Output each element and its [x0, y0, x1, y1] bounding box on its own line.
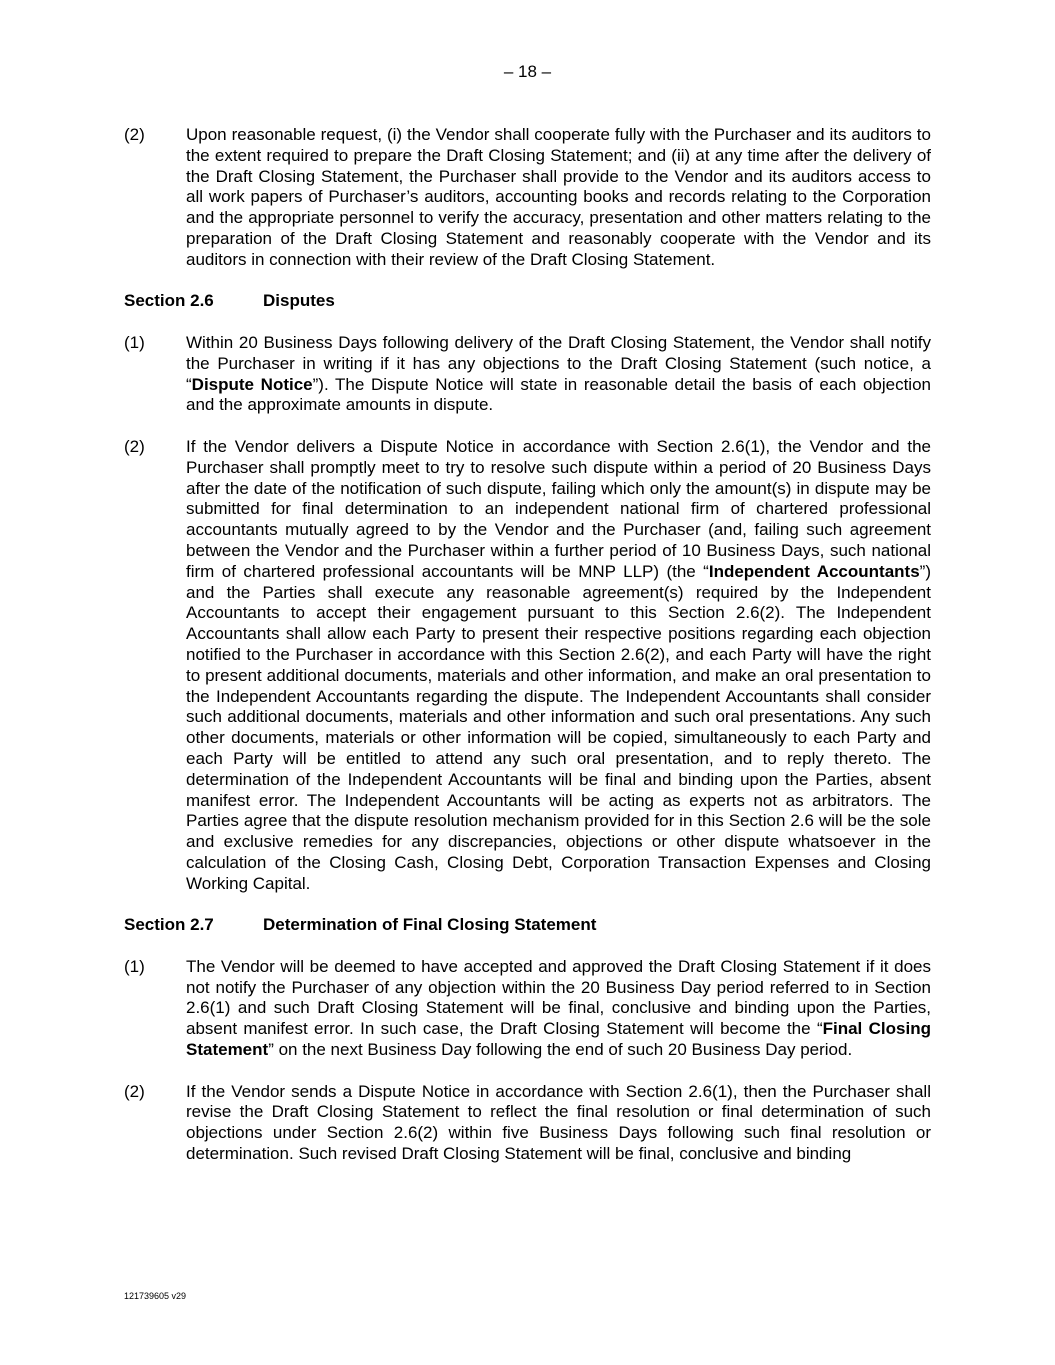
paragraph-2-6-2: [124, 437, 931, 895]
section-number: Section 2.7: [124, 915, 214, 935]
paragraph-text: [186, 437, 931, 895]
text-run: ” on the next Business Day following the end of such 20 Business Day period.: [268, 1040, 853, 1060]
paragraph-number: (2): [124, 125, 145, 144]
document-id-footer: 121739605 v29: [124, 1291, 187, 1301]
paragraph-text: [186, 333, 931, 416]
paragraph-2-5-2: [124, 125, 931, 271]
paragraph-2-7-1: [124, 957, 931, 1061]
paragraph-text: If the Vendor sends a Dispute Notice in accordance with Section 2.6(1), then the Purchaser shall revise the Draft Closing Statement to reflect the final resolution or final determination of such objections under Section 2.6(2) within five Business Days following such final resolution or determination. Such revised Draft Closing Statement will be final, conclusive and binding: [186, 1081, 931, 1164]
defined-term: Final Closing Statement: [186, 1019, 931, 1060]
paragraph-number: (2): [124, 1081, 145, 1101]
section-heading-2-6: [124, 291, 931, 312]
text-run: ”). The Dispute Notice will state in reasonable detail the basis of each objection and the approximate amounts in dispute.: [186, 374, 931, 415]
text-run: The Vendor will be deemed to have accepted and approved the Draft Closing Statement if it does not notify the Purchaser of any objection within the 20 Business Day period referred to in Section 2.6(1) and such Draft Closing Statement will be final, conclusive and binding upon the Parties, absent manifest error. In such case, the Draft Closing Statement will become the “: [186, 956, 931, 1039]
paragraph-number: (2): [124, 436, 145, 456]
section-heading-2-7: [124, 915, 931, 936]
section-title: Disputes: [263, 291, 335, 311]
defined-term: Independent Accountants: [708, 561, 920, 581]
text-run: If the Vendor delivers a Dispute Notice in accordance with Section 2.6(1), the Vendor and the Purchaser shall promptly meet to try to resolve such dispute within a period of 20 Business Days after the date of the notification of such dispute, failing which only the amount(s) in dispute may be submitted for final determination to an independent national firm of chartered professional accountants mutually agreed to by the Vendor and the Purchaser (and, failing such agreement between the Vendor and the Purchaser within a further period of 10 Business Days, such national firm of chartered professional accountants will be MNP LLP) (the “: [186, 436, 931, 581]
text-run: Within 20 Business Days following delivery of the Draft Closing Statement, the Vendor shall notify the Purchaser in writing if it has any objections to the Draft Closing Statement (such notice, a “: [186, 332, 931, 394]
page-number: – 18 –: [503, 62, 552, 81]
paragraph-number: (1): [124, 332, 145, 352]
section-number: Section 2.6: [124, 291, 214, 311]
paragraph-number: (1): [124, 956, 145, 976]
paragraph-text: Upon reasonable request, (i) the Vendor shall cooperate fully with the Purchaser and its auditors to the extent required to prepare the Draft Closing Statement; and (ii) at any time after the delivery of the Draft Closing Statement, the Purchaser shall provide to the Vendor and its auditors access to all work papers of Purchaser’s auditors, accounting books and records relating to the Corporation and the appropriate personnel to verify the accuracy, presentation and other matters relating to the preparation of the Draft Closing Statement and reasonably cooperate with the Vendor and its auditors in connection with their review of the Draft Closing Statement.: [186, 125, 931, 269]
section-title: Determination of Final Closing Statement: [263, 915, 597, 935]
text-run: ”) and the Parties shall execute any reasonable agreement(s) required by the Independent Accountants to accept their engagement pursuant to this Section 2.6(2). The Independent Accountants shall allow each Party to present their respective positions regarding each objection notified to the Purchaser in accordance with this Section 2.6(2), and each Party will have the right to present additional documents, materials and other information, and make an oral presentation to the Independent Accountants regarding the dispute. The Independent Accountants shall consider such additional documents, materials and other information and such oral presentations. Any such other documents, materials or other information will be copied, simultaneously to each Party and each Party will be entitled to attend any such oral presentation, and to reply thereto. The determination of the Independent Accountants will be final and binding upon the Parties, absent manifest error. The Independent Accountants will be acting as experts not as arbitrators. The Parties agree that the dispute resolution mechanism provided for in this Section 2.6 will be the sole and exclusive remedies for any discrepancies, objections or other dispute whatsoever in the calculation of the Closing Cash, Closing Debt, Corporation Transaction Expenses and Closing Working Capital.: [186, 561, 931, 893]
paragraph-2-6-1: [124, 333, 931, 416]
document-body: [124, 125, 931, 1186]
paragraph-text: [186, 957, 931, 1061]
paragraph-2-7-2: [124, 1082, 931, 1165]
defined-term: Dispute Notice: [191, 374, 313, 394]
